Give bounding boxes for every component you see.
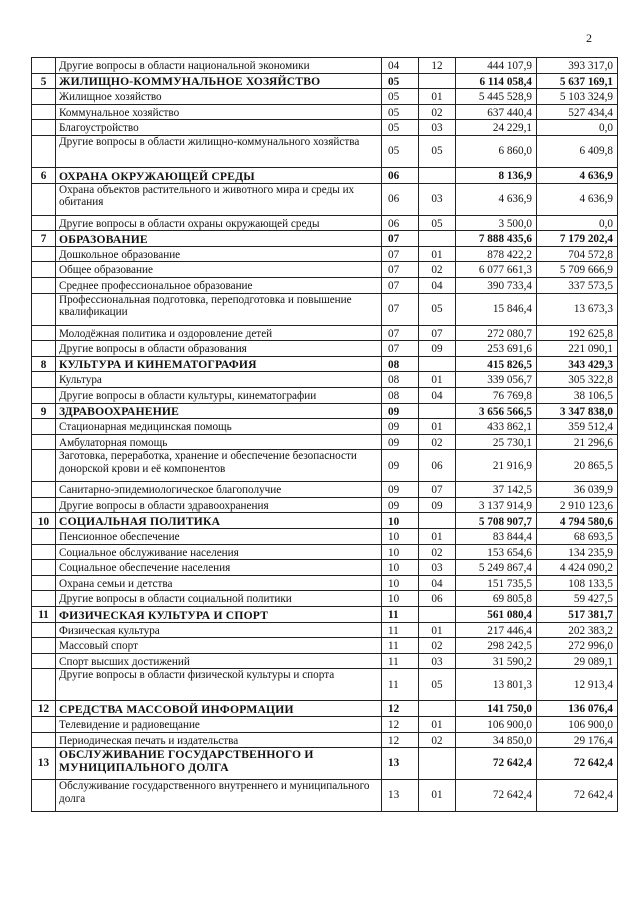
item-name-cell: КУЛЬТУРА И КИНЕМАТОГРАФИЯ — [56, 356, 382, 372]
amount-actual-cell: 4 636,9 — [537, 167, 618, 183]
section-code-cell: 12 — [382, 701, 419, 717]
section-code-cell: 07 — [382, 246, 419, 262]
section-code-cell: 13 — [382, 780, 419, 812]
amount-planned-cell: 6 860,0 — [456, 135, 537, 167]
row-number-cell — [32, 419, 56, 435]
item-name-cell: Социальное обеспечение населения — [56, 560, 382, 576]
row-number-cell — [32, 372, 56, 388]
row-number-cell: 5 — [32, 73, 56, 89]
item-name-cell: Спорт высших достижений — [56, 653, 382, 669]
amount-planned-cell: 83 844,4 — [456, 529, 537, 545]
table-row — [32, 482, 618, 498]
amount-planned-cell: 72 642,4 — [456, 780, 537, 812]
amount-actual-cell: 221 090,1 — [537, 341, 618, 357]
amount-planned-cell: 15 846,4 — [456, 293, 537, 325]
amount-planned-cell: 25 730,1 — [456, 434, 537, 450]
section-code-cell: 07 — [382, 262, 419, 278]
amount-actual-cell: 4 636,9 — [537, 183, 618, 215]
section-code-cell: 04 — [382, 58, 419, 74]
row-number-cell — [32, 104, 56, 120]
subsection-code-cell: 01 — [419, 372, 456, 388]
table-row — [32, 450, 618, 482]
row-number-cell: 6 — [32, 167, 56, 183]
amount-actual-cell: 13 673,3 — [537, 293, 618, 325]
amount-planned-cell: 153 654,6 — [456, 544, 537, 560]
row-number-cell — [32, 387, 56, 403]
item-name-cell: ОБСЛУЖИВАНИЕ ГОСУДАРСТВЕННОГО И МУНИЦИПАЛЬНОГО ДОЛГА — [56, 748, 382, 780]
item-name-cell: ОБРАЗОВАНИЕ — [56, 231, 382, 247]
section-code-cell: 05 — [382, 73, 419, 89]
section-code-cell: 08 — [382, 372, 419, 388]
item-name-cell: Профессиональная подготовка, переподготовка и повышение квалификации — [56, 293, 382, 325]
amount-actual-cell: 21 296,6 — [537, 434, 618, 450]
subsection-code-cell: 02 — [419, 544, 456, 560]
table-row — [32, 325, 618, 341]
table-row — [32, 732, 618, 748]
section-row — [32, 513, 618, 529]
section-code-cell: 09 — [382, 497, 419, 513]
amount-actual-cell: 4 794 580,6 — [537, 513, 618, 529]
item-name-cell: Телевидение и радиовещание — [56, 717, 382, 733]
table-row — [32, 58, 618, 74]
row-number-cell — [32, 325, 56, 341]
section-code-cell: 10 — [382, 575, 419, 591]
subsection-code-cell: 03 — [419, 560, 456, 576]
page-number: 2 — [586, 31, 592, 45]
amount-planned-cell: 253 691,6 — [456, 341, 537, 357]
item-name-cell: ЗДРАВООХРАНЕНИЕ — [56, 403, 382, 419]
section-row — [32, 73, 618, 89]
table-row — [32, 497, 618, 513]
section-code-cell: 05 — [382, 89, 419, 105]
subsection-code-cell: 04 — [419, 277, 456, 293]
amount-planned-cell: 390 733,4 — [456, 277, 537, 293]
subsection-code-cell: 05 — [419, 293, 456, 325]
section-code-cell: 05 — [382, 104, 419, 120]
section-code-cell: 10 — [382, 560, 419, 576]
item-name-cell: Периодическая печать и издательства — [56, 732, 382, 748]
subsection-code-cell: 02 — [419, 732, 456, 748]
table-row — [32, 434, 618, 450]
table-row — [32, 622, 618, 638]
amount-actual-cell: 7 179 202,4 — [537, 231, 618, 247]
section-code-cell: 10 — [382, 513, 419, 529]
subsection-code-cell — [419, 607, 456, 623]
table-row — [32, 419, 618, 435]
section-code-cell: 10 — [382, 591, 419, 607]
amount-actual-cell: 272 996,0 — [537, 638, 618, 654]
amount-planned-cell: 415 826,5 — [456, 356, 537, 372]
item-name-cell: Массовый спорт — [56, 638, 382, 654]
amount-actual-cell: 5 637 169,1 — [537, 73, 618, 89]
table-row — [32, 591, 618, 607]
table-row — [32, 560, 618, 576]
section-row — [32, 607, 618, 623]
subsection-code-cell: 01 — [419, 780, 456, 812]
amount-planned-cell: 3 137 914,9 — [456, 497, 537, 513]
amount-planned-cell: 6 077 661,3 — [456, 262, 537, 278]
subsection-code-cell: 05 — [419, 215, 456, 231]
item-name-cell: ЖИЛИЩНО-КОММУНАЛЬНОЕ ХОЗЯЙСТВО — [56, 73, 382, 89]
table-row — [32, 387, 618, 403]
table-row — [32, 717, 618, 733]
amount-actual-cell: 343 429,3 — [537, 356, 618, 372]
table-row — [32, 780, 618, 812]
amount-planned-cell: 433 862,1 — [456, 419, 537, 435]
subsection-code-cell: 03 — [419, 653, 456, 669]
amount-actual-cell: 305 322,8 — [537, 372, 618, 388]
row-number-cell — [32, 717, 56, 733]
item-name-cell: ОХРАНА ОКРУЖАЮЩЕЙ СРЕДЫ — [56, 167, 382, 183]
amount-planned-cell: 151 735,5 — [456, 575, 537, 591]
row-number-cell — [32, 560, 56, 576]
row-number-cell — [32, 293, 56, 325]
amount-planned-cell: 217 446,4 — [456, 622, 537, 638]
item-name-cell: Молодёжная политика и оздоровление детей — [56, 325, 382, 341]
amount-planned-cell: 878 422,2 — [456, 246, 537, 262]
amount-planned-cell: 3 656 566,5 — [456, 403, 537, 419]
subsection-code-cell: 04 — [419, 575, 456, 591]
item-name-cell: Заготовка, переработка, хранение и обеспечение безопасности донорской крови и её компонентов — [56, 450, 382, 482]
amount-planned-cell: 444 107,9 — [456, 58, 537, 74]
table-row — [32, 215, 618, 231]
row-number-cell — [32, 638, 56, 654]
amount-actual-cell: 136 076,4 — [537, 701, 618, 717]
subsection-code-cell: 09 — [419, 341, 456, 357]
row-number-cell — [32, 135, 56, 167]
row-number-cell — [32, 215, 56, 231]
amount-actual-cell: 6 409,8 — [537, 135, 618, 167]
amount-actual-cell: 393 317,0 — [537, 58, 618, 74]
table-row — [32, 653, 618, 669]
amount-actual-cell: 5 709 666,9 — [537, 262, 618, 278]
amount-actual-cell: 72 642,4 — [537, 748, 618, 780]
amount-planned-cell: 272 080,7 — [456, 325, 537, 341]
row-number-cell — [32, 277, 56, 293]
section-code-cell: 05 — [382, 135, 419, 167]
amount-actual-cell: 108 133,5 — [537, 575, 618, 591]
table-row — [32, 372, 618, 388]
subsection-code-cell: 02 — [419, 434, 456, 450]
item-name-cell: Благоустройство — [56, 120, 382, 136]
section-row — [32, 356, 618, 372]
row-number-cell — [32, 434, 56, 450]
amount-actual-cell: 106 900,0 — [537, 717, 618, 733]
amount-planned-cell: 76 769,8 — [456, 387, 537, 403]
amount-planned-cell: 5 249 867,4 — [456, 560, 537, 576]
amount-actual-cell: 192 625,8 — [537, 325, 618, 341]
row-number-cell: 7 — [32, 231, 56, 247]
item-name-cell: Амбулаторная помощь — [56, 434, 382, 450]
item-name-cell: Обслуживание государственного внутреннего и муниципального долга — [56, 780, 382, 812]
item-name-cell: Другие вопросы в области культуры, кинематографии — [56, 387, 382, 403]
section-code-cell: 10 — [382, 529, 419, 545]
subsection-code-cell: 01 — [419, 89, 456, 105]
table-row — [32, 529, 618, 545]
row-number-cell — [32, 732, 56, 748]
item-name-cell: Другие вопросы в области физической культуры и спорта — [56, 669, 382, 701]
amount-planned-cell: 637 440,4 — [456, 104, 537, 120]
amount-actual-cell: 517 381,7 — [537, 607, 618, 623]
subsection-code-cell: 01 — [419, 529, 456, 545]
section-row — [32, 701, 618, 717]
section-code-cell: 11 — [382, 638, 419, 654]
item-name-cell: Коммунальное хозяйство — [56, 104, 382, 120]
amount-actual-cell: 4 424 090,2 — [537, 560, 618, 576]
row-number-cell: 8 — [32, 356, 56, 372]
amount-planned-cell: 339 056,7 — [456, 372, 537, 388]
section-code-cell: 07 — [382, 341, 419, 357]
amount-actual-cell: 527 434,4 — [537, 104, 618, 120]
section-code-cell: 07 — [382, 325, 419, 341]
section-code-cell: 08 — [382, 387, 419, 403]
amount-actual-cell: 202 383,2 — [537, 622, 618, 638]
subsection-code-cell — [419, 231, 456, 247]
item-name-cell: Другие вопросы в области национальной экономики — [56, 58, 382, 74]
subsection-code-cell: 07 — [419, 325, 456, 341]
row-number-cell — [32, 246, 56, 262]
subsection-code-cell — [419, 73, 456, 89]
subsection-code-cell: 01 — [419, 419, 456, 435]
item-name-cell: Другие вопросы в области социальной политики — [56, 591, 382, 607]
table-row — [32, 183, 618, 215]
subsection-code-cell — [419, 356, 456, 372]
section-code-cell: 09 — [382, 434, 419, 450]
table-row — [32, 669, 618, 701]
row-number-cell — [32, 58, 56, 74]
item-name-cell: ФИЗИЧЕСКАЯ КУЛЬТУРА И СПОРТ — [56, 607, 382, 623]
amount-actual-cell: 5 103 324,9 — [537, 89, 618, 105]
section-code-cell: 12 — [382, 717, 419, 733]
subsection-code-cell: 06 — [419, 450, 456, 482]
amount-actual-cell: 0,0 — [537, 215, 618, 231]
amount-planned-cell: 5 708 907,7 — [456, 513, 537, 529]
table-row — [32, 135, 618, 167]
section-row — [32, 167, 618, 183]
section-code-cell: 09 — [382, 450, 419, 482]
subsection-code-cell — [419, 701, 456, 717]
amount-planned-cell: 13 801,3 — [456, 669, 537, 701]
subsection-code-cell: 05 — [419, 135, 456, 167]
subsection-code-cell: 02 — [419, 104, 456, 120]
amount-actual-cell: 0,0 — [537, 120, 618, 136]
table-row — [32, 246, 618, 262]
section-code-cell: 06 — [382, 183, 419, 215]
amount-actual-cell: 134 235,9 — [537, 544, 618, 560]
amount-actual-cell: 72 642,4 — [537, 780, 618, 812]
item-name-cell: Другие вопросы в области охраны окружающей среды — [56, 215, 382, 231]
amount-planned-cell: 8 136,9 — [456, 167, 537, 183]
amount-planned-cell: 561 080,4 — [456, 607, 537, 623]
amount-planned-cell: 6 114 058,4 — [456, 73, 537, 89]
table-row — [32, 341, 618, 357]
amount-actual-cell: 36 039,9 — [537, 482, 618, 498]
row-number-cell: 12 — [32, 701, 56, 717]
amount-planned-cell: 72 642,4 — [456, 748, 537, 780]
row-number-cell — [32, 653, 56, 669]
item-name-cell: Дошкольное образование — [56, 246, 382, 262]
amount-actual-cell: 2 910 123,6 — [537, 497, 618, 513]
section-code-cell: 11 — [382, 669, 419, 701]
row-number-cell — [32, 591, 56, 607]
subsection-code-cell: 12 — [419, 58, 456, 74]
subsection-code-cell: 09 — [419, 497, 456, 513]
item-name-cell: Охрана семьи и детства — [56, 575, 382, 591]
row-number-cell — [32, 183, 56, 215]
amount-planned-cell: 5 445 528,9 — [456, 89, 537, 105]
item-name-cell: Среднее профессиональное образование — [56, 277, 382, 293]
item-name-cell: Стационарная медицинская помощь — [56, 419, 382, 435]
amount-planned-cell: 3 500,0 — [456, 215, 537, 231]
budget-table — [31, 57, 618, 812]
amount-planned-cell: 141 750,0 — [456, 701, 537, 717]
item-name-cell: СРЕДСТВА МАССОВОЙ ИНФОРМАЦИИ — [56, 701, 382, 717]
row-number-cell: 11 — [32, 607, 56, 623]
section-code-cell: 12 — [382, 732, 419, 748]
amount-actual-cell: 3 347 838,0 — [537, 403, 618, 419]
subsection-code-cell: 03 — [419, 183, 456, 215]
section-row — [32, 403, 618, 419]
row-number-cell — [32, 544, 56, 560]
section-code-cell: 07 — [382, 293, 419, 325]
item-name-cell: Физическая культура — [56, 622, 382, 638]
item-name-cell: Социальное обслуживание населения — [56, 544, 382, 560]
table-row — [32, 262, 618, 278]
section-code-cell: 10 — [382, 544, 419, 560]
section-code-cell: 07 — [382, 277, 419, 293]
section-code-cell: 06 — [382, 215, 419, 231]
row-number-cell — [32, 120, 56, 136]
subsection-code-cell: 02 — [419, 262, 456, 278]
amount-actual-cell: 68 693,5 — [537, 529, 618, 545]
item-name-cell: Санитарно-эпидемиологическое благополучие — [56, 482, 382, 498]
row-number-cell — [32, 341, 56, 357]
subsection-code-cell: 02 — [419, 638, 456, 654]
amount-planned-cell: 21 916,9 — [456, 450, 537, 482]
subsection-code-cell: 05 — [419, 669, 456, 701]
amount-actual-cell: 704 572,8 — [537, 246, 618, 262]
subsection-code-cell: 01 — [419, 622, 456, 638]
row-number-cell — [32, 497, 56, 513]
subsection-code-cell: 06 — [419, 591, 456, 607]
row-number-cell — [32, 482, 56, 498]
subsection-code-cell — [419, 748, 456, 780]
section-row — [32, 748, 618, 780]
subsection-code-cell: 01 — [419, 717, 456, 733]
amount-planned-cell: 24 229,1 — [456, 120, 537, 136]
amount-actual-cell: 12 913,4 — [537, 669, 618, 701]
amount-actual-cell: 29 089,1 — [537, 653, 618, 669]
table-row — [32, 277, 618, 293]
table-row — [32, 89, 618, 105]
table-row — [32, 293, 618, 325]
amount-planned-cell: 37 142,5 — [456, 482, 537, 498]
row-number-cell — [32, 622, 56, 638]
item-name-cell: Другие вопросы в области здравоохранения — [56, 497, 382, 513]
section-code-cell: 13 — [382, 748, 419, 780]
section-code-cell: 11 — [382, 622, 419, 638]
item-name-cell: Общее образование — [56, 262, 382, 278]
subsection-code-cell: 01 — [419, 246, 456, 262]
amount-actual-cell: 38 106,5 — [537, 387, 618, 403]
section-row — [32, 231, 618, 247]
section-code-cell: 09 — [382, 403, 419, 419]
table-row — [32, 120, 618, 136]
item-name-cell: Пенсионное обеспечение — [56, 529, 382, 545]
section-code-cell: 07 — [382, 231, 419, 247]
budget-table-body — [32, 58, 618, 812]
item-name-cell: Культура — [56, 372, 382, 388]
table-row — [32, 575, 618, 591]
amount-actual-cell: 359 512,4 — [537, 419, 618, 435]
amount-actual-cell: 20 865,5 — [537, 450, 618, 482]
row-number-cell — [32, 575, 56, 591]
section-code-cell: 09 — [382, 482, 419, 498]
amount-planned-cell: 31 590,2 — [456, 653, 537, 669]
row-number-cell: 9 — [32, 403, 56, 419]
amount-actual-cell: 337 573,5 — [537, 277, 618, 293]
item-name-cell: Другие вопросы в области образования — [56, 341, 382, 357]
row-number-cell — [32, 450, 56, 482]
table-row — [32, 104, 618, 120]
section-code-cell: 11 — [382, 653, 419, 669]
subsection-code-cell: 04 — [419, 387, 456, 403]
subsection-code-cell: 03 — [419, 120, 456, 136]
row-number-cell — [32, 89, 56, 105]
amount-planned-cell: 69 805,8 — [456, 591, 537, 607]
amount-planned-cell: 7 888 435,6 — [456, 231, 537, 247]
subsection-code-cell — [419, 167, 456, 183]
amount-planned-cell: 34 850,0 — [456, 732, 537, 748]
subsection-code-cell — [419, 403, 456, 419]
section-code-cell: 09 — [382, 419, 419, 435]
item-name-cell: Охрана объектов растительного и животного мира и среды их обитания — [56, 183, 382, 215]
item-name-cell: Жилищное хозяйство — [56, 89, 382, 105]
amount-planned-cell: 4 636,9 — [456, 183, 537, 215]
section-code-cell: 11 — [382, 607, 419, 623]
table-row — [32, 544, 618, 560]
table-row — [32, 638, 618, 654]
row-number-cell — [32, 780, 56, 812]
amount-planned-cell: 106 900,0 — [456, 717, 537, 733]
row-number-cell: 13 — [32, 748, 56, 780]
row-number-cell — [32, 262, 56, 278]
item-name-cell: СОЦИАЛЬНАЯ ПОЛИТИКА — [56, 513, 382, 529]
subsection-code-cell: 07 — [419, 482, 456, 498]
amount-planned-cell: 298 242,5 — [456, 638, 537, 654]
item-name-cell: Другие вопросы в области жилищно-коммунального хозяйства — [56, 135, 382, 167]
row-number-cell — [32, 529, 56, 545]
row-number-cell — [32, 669, 56, 701]
section-code-cell: 08 — [382, 356, 419, 372]
amount-actual-cell: 59 427,5 — [537, 591, 618, 607]
subsection-code-cell — [419, 513, 456, 529]
amount-actual-cell: 29 176,4 — [537, 732, 618, 748]
section-code-cell: 06 — [382, 167, 419, 183]
section-code-cell: 05 — [382, 120, 419, 136]
row-number-cell: 10 — [32, 513, 56, 529]
